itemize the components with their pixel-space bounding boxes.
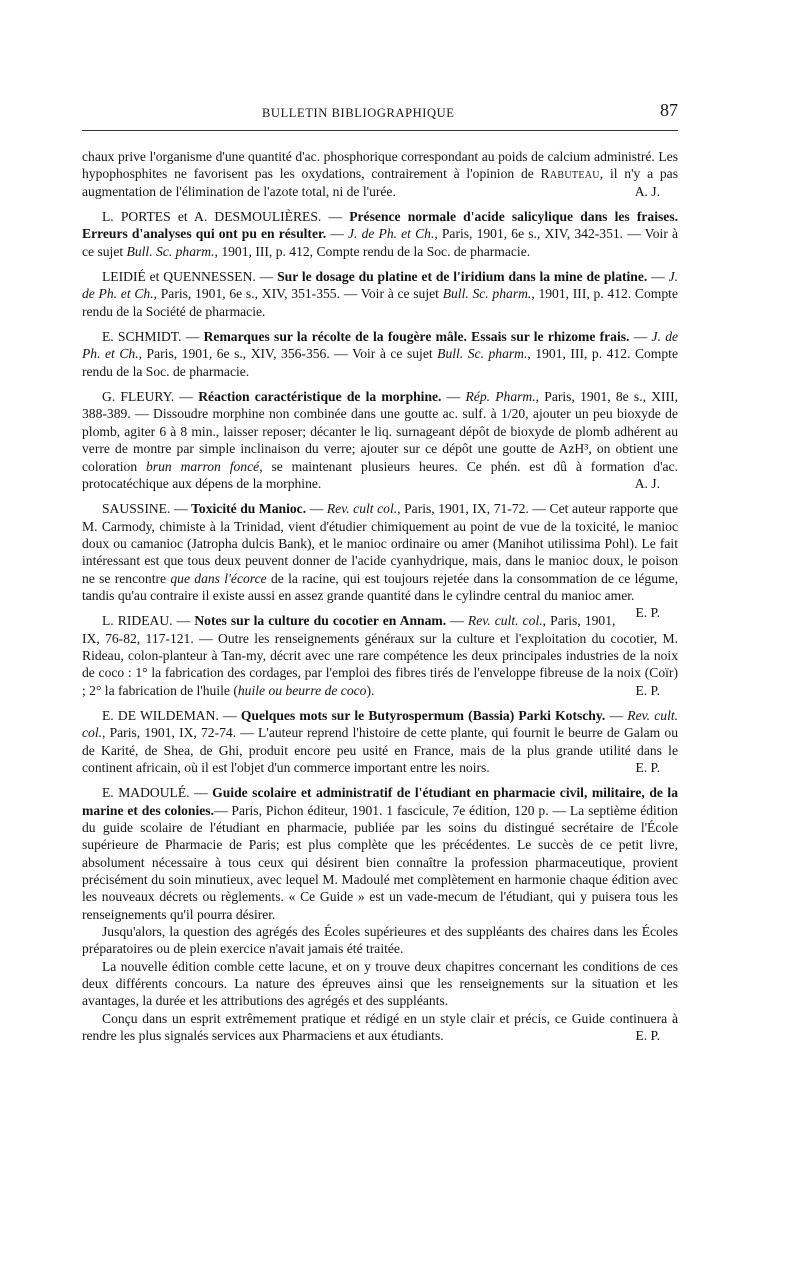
- entry-details: , Paris, 1901, 6e s., XIV, 356-356. — Voir à ce sujet: [138, 346, 438, 362]
- entry-details: , Paris, 1901, IX, 71-72. — Cet auteur rapporte que M. Carmody, chimiste à la Trinidad, vient d'étudier chimiquement au point de vue de la toxicité, le manioc doux ou camanioc (Jatropha dulcis Bank), et le manioc ordinaire ou amer (Manihot utilissima Pohl). Le fait intéressant est que tous deux peuvent donner de l'acide cyanhydrique, mais, dans le manioc doux, le poison ne se rencontre: [82, 501, 679, 586]
- entry-sep: —: [306, 501, 327, 517]
- entry-journal: Rép. Pharm.: [465, 389, 536, 405]
- bibliography-entry: [82, 208, 678, 260]
- entry-ref: Bull. Sc. pharm.: [126, 243, 215, 259]
- entry-tail: de la racine, qui est toujours rejetée dans la consommation de ce légume, tandis qu'au contraire il existe aussi en assez grande quantité dans le cylindre central du manioc amer.: [82, 570, 678, 603]
- entry-author: L. RIDEAU.: [102, 613, 173, 629]
- entry-author: LEIDIÉ et QUENNESSEN.: [102, 269, 256, 285]
- entry-sep: —: [321, 209, 350, 225]
- entry-tail: , se maintenant plusieurs heures. Ce phén. est dû à formation d'ac. protocatéchique aux dépens de la morphine.: [82, 458, 678, 491]
- entry-details: , Paris, 1901, 6e s., XIV, 342-351. — Voir à ce sujet: [82, 226, 678, 259]
- intro-text-a: chaux prive l'organisme d'une quantité d'ac. phosphorique correspondant au poids de calcium administré. Les hypophosphites ne favorisent pas les oxydations, contrairement à l'opinion de: [82, 149, 678, 182]
- page-header: [82, 100, 678, 128]
- entry-ref: Bull. Sc. pharm.: [442, 286, 532, 302]
- entry-details: , Paris, 1901, 6e s., XIV, 351-355. — Voir à ce sujet: [153, 286, 443, 302]
- entry-journal: Rev. cult. col.: [82, 707, 679, 741]
- entry-sep: —: [170, 501, 192, 517]
- entry-initials: A. J.: [634, 475, 660, 491]
- entry-initials: E. P.: [635, 605, 660, 621]
- entry-sep: —: [255, 269, 278, 285]
- entry-ref: brun marron foncé: [146, 458, 260, 474]
- entry-sep: —: [446, 613, 468, 629]
- entry-tail: ).: [366, 682, 375, 698]
- bibliography-entries: [82, 208, 678, 923]
- entry-author: SAUSSINE.: [102, 501, 171, 517]
- entry-details: , Paris, 1901, IX, 76-82, 117-121. — Outre les renseignements généraux sur la culture et l'exploitation du cocotier, M. Rideau, colon-planteur à Tan-my, décrit avec une rare compétence les deux principales industries de la noix de coco : 1° la fabrication des cordages, par l'emploi des fibres tirés de l'enveloppe fibreuse de la noix (Coïr) ; 2° la fabrication de l'huile (: [82, 613, 678, 698]
- entry-title: Présence normale d'acide salicylique dans les fraises. Erreurs d'analyses qui ont pu en résulter.: [82, 209, 679, 242]
- page-number: 87: [660, 100, 678, 120]
- entry-title: Guide scolaire et administratif de l'étudiant en pharmacie civil, militaire, de la marine et des colonies.: [82, 785, 679, 818]
- running-title: BULLETIN BIBLIOGRAPHIQUE: [262, 106, 455, 120]
- entry-journal: J. de Ph. et Ch.: [82, 329, 679, 362]
- intro-paragraph: [82, 148, 678, 200]
- entry-initials: E. P.: [635, 682, 660, 698]
- bibliography-entry: [82, 268, 678, 320]
- entry-initials: E. P.: [635, 760, 660, 775]
- entry-sep: —: [189, 785, 213, 801]
- entry-details: , Paris, 1901, IX, 72-74. — L'auteur reprend l'histoire de cette plante, qui fournit le beurre de Galam ou de Karité, de Shea, de Ghi, produit encore peu usité en France, mais de la plus grande utilité dans le continent africain, où il est l'objet d'un commerce important entre les noirs.: [82, 725, 678, 775]
- entry-sep: —: [326, 226, 349, 242]
- entry-title: Notes sur la culture du cocotier en Annam.: [194, 613, 447, 629]
- entry-title: Remarques sur la récolte de la fougère mâle. Essais sur le rhizome frais.: [203, 329, 630, 345]
- entry-details: , Paris, 1901, 8e s., XIII, 388-389. — Dissoudre morphine non combinée dans une goutte ac. sulf. à 1/20, ajouter un peu bioxyde de plomb, agiter 6 à 8 min., laisser reposer; décanter le liq. surnageant dépôt de bioxyde de plomb adhérent au verre de montre par simple inclinaison du verre; ajouter sur ce dépôt une goutte de AzH³, on obtient une coloration: [82, 389, 679, 474]
- entry-title: Toxicité du Manioc.: [191, 501, 307, 517]
- bibliography-entry: [82, 707, 678, 776]
- body-text: [82, 148, 678, 1045]
- closing-text: Conçu dans un esprit extrêmement pratique et rédigé en un style clair et précis, ce Guide continuera à rendre les plus signalés services aux Pharmaciens et aux étudiants.: [82, 1010, 678, 1044]
- entry-ref: huile ou beurre de coco: [237, 682, 367, 698]
- entry-tail: , 1901, III, p. 412. Compte rendu de la Société de pharmacie.: [82, 286, 678, 319]
- bibliography-entry: [82, 388, 678, 492]
- entry-tail: , 1901, III, p. 412. Compte rendu de la Soc. de pharmacie.: [82, 346, 678, 379]
- header-rule: [82, 130, 678, 131]
- bibliography-entry: [82, 328, 678, 380]
- intro-name: Rabuteau: [540, 166, 600, 182]
- closing-initials: E. P.: [635, 1028, 660, 1044]
- entry-ref: que dans l'écorce: [170, 570, 267, 586]
- entry-sep: —: [647, 269, 669, 285]
- entry-author: E. MADOULÉ.: [102, 785, 190, 801]
- entry-title: Quelques mots sur le Butyrospermum (Bassia) Parki Kotschy.: [240, 707, 606, 723]
- entry-journal: Rev. cult. col.: [467, 613, 543, 629]
- entry-sep: —: [181, 329, 204, 345]
- entry-author: E. SCHMIDT.: [102, 329, 182, 345]
- entry-sep: —: [605, 707, 628, 723]
- entry-ref: Bull. Sc. pharm.: [437, 346, 528, 362]
- entry-details: — Paris, Pichon éditeur, 1901. 1 fascicule, 7e édition, 120 p. — La septième édition du guide scolaire de l'étudiant en pharmacie, publiée par les soins du distingué secrétaire de l'École supérieure de Pharmacie de Paris; est plus complète que les précédentes. Le succès de ce petit livre, absolument nécessaire à tous ceux qui désirent bien connaître la profession pharmaceutique, provient précisément du soin minutieux, avec lequel M. Madoulé met complètement en harmonie chaque édition avec les nouveaux décrets ou règlements. « Ce Guide » est un vade-mecum de l'étudiant, qui y puisera tous les renseignements qu'il pourra désirer.: [82, 802, 678, 922]
- entry-sep: —: [174, 389, 199, 405]
- entry-sep: —: [629, 329, 652, 345]
- entry-sep: —: [218, 707, 241, 723]
- intro-initials: A. J.: [634, 183, 660, 199]
- entry-author: E. DE WILDEMAN.: [102, 707, 219, 723]
- entry-title: Sur le dosage du platine et de l'iridium dans la mine de platine.: [277, 269, 648, 285]
- bibliography-entry: [82, 612, 678, 699]
- entry-journal: J. de Ph. et Ch.: [348, 226, 435, 242]
- entry-sep: —: [441, 389, 466, 405]
- entry-journal: J. de Ph. et Ch.: [82, 269, 679, 302]
- entry-author: L. PORTES et A. DESMOULIÈRES.: [102, 209, 322, 225]
- entry-tail: , 1901, III, p. 412, Compte rendu de la Soc. de pharmacie.: [214, 243, 531, 259]
- entry-title: Réaction caractéristique de la morphine.: [198, 389, 442, 405]
- entry-sep: —: [172, 613, 195, 629]
- closing-paragraph: [82, 1010, 678, 1045]
- continuation-paragraph: La nouvelle édition comble cette lacune, et on y trouve deux chapitres concernant les conditions de ces deux différents concours. La nature des épreuves ainsi que les renseignements sur la situation et les avantages, la durée et les attributions des agrégés et des suppléants.: [82, 958, 678, 1009]
- entry-author: G. FLEURY.: [102, 389, 175, 405]
- continuation-paragraph: Jusqu'alors, la question des agrégés des Écoles supérieures et des suppléants des chaires dans les Écoles préparatoires ou de plein exercice n'avait jamais été traitée.: [82, 924, 678, 957]
- intro-text-b: , il n'y a pas augmentation de l'élimination de l'azote total, ni de l'urée.: [82, 166, 678, 199]
- entry-journal: Rev. cult col.: [326, 501, 398, 517]
- document-page: [82, 100, 679, 1044]
- bibliography-entry: [82, 784, 678, 923]
